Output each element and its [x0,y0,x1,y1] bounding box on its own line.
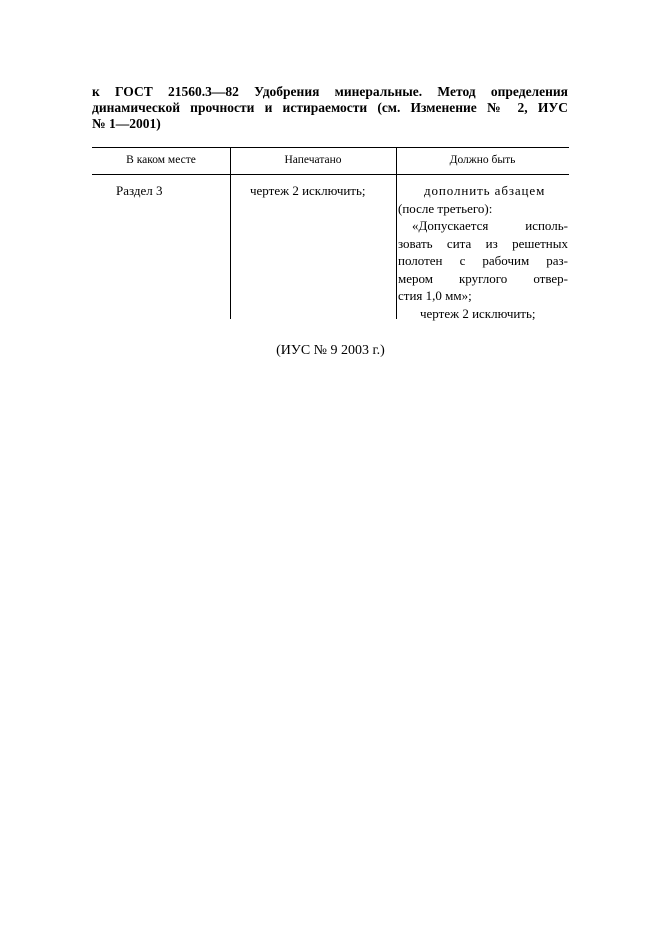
heading-line-2: динамической прочности и истираемости (см. Изменение № 2, ИУС [92,100,568,115]
cell-where: Раздел 3 [116,183,163,198]
header-should-be: Должно быть [449,154,516,166]
should-be-line-1: дополнить абзацем [424,183,546,198]
table-header-rule [92,174,569,175]
should-be-line-8: чертеж 2 исключить; [420,305,536,321]
issue-reference: (ИУС № 9 2003 г.) [276,343,385,358]
cell-printed: чертеж 2 исключить; [250,183,366,198]
cell-should-be [398,182,568,322]
should-be-line-4: зовать сита из решетных [398,235,568,251]
should-be-line-7: стия 1,0 мм»; [398,288,472,303]
should-be-line-3: «Допускается исполь- [412,218,568,233]
heading-line-1: к ГОСТ 21560.3—82 Удобрения минеральные. Метод определения [92,84,568,99]
header-printed: Напечатано [284,154,342,166]
heading-line-3: № 1—2001) [92,116,161,131]
table-top-rule [92,147,569,148]
header-where: В каком месте [126,154,196,166]
amendment-table [92,147,569,319]
column-divider-2 [396,147,397,319]
should-be-line-2: (после третьего): [398,200,493,216]
should-be-line-5: полотен с рабочим раз- [398,253,568,268]
amendment-heading [92,84,568,132]
should-be-line-6: мером круглого отвер- [398,270,568,286]
column-divider-1 [230,147,231,319]
